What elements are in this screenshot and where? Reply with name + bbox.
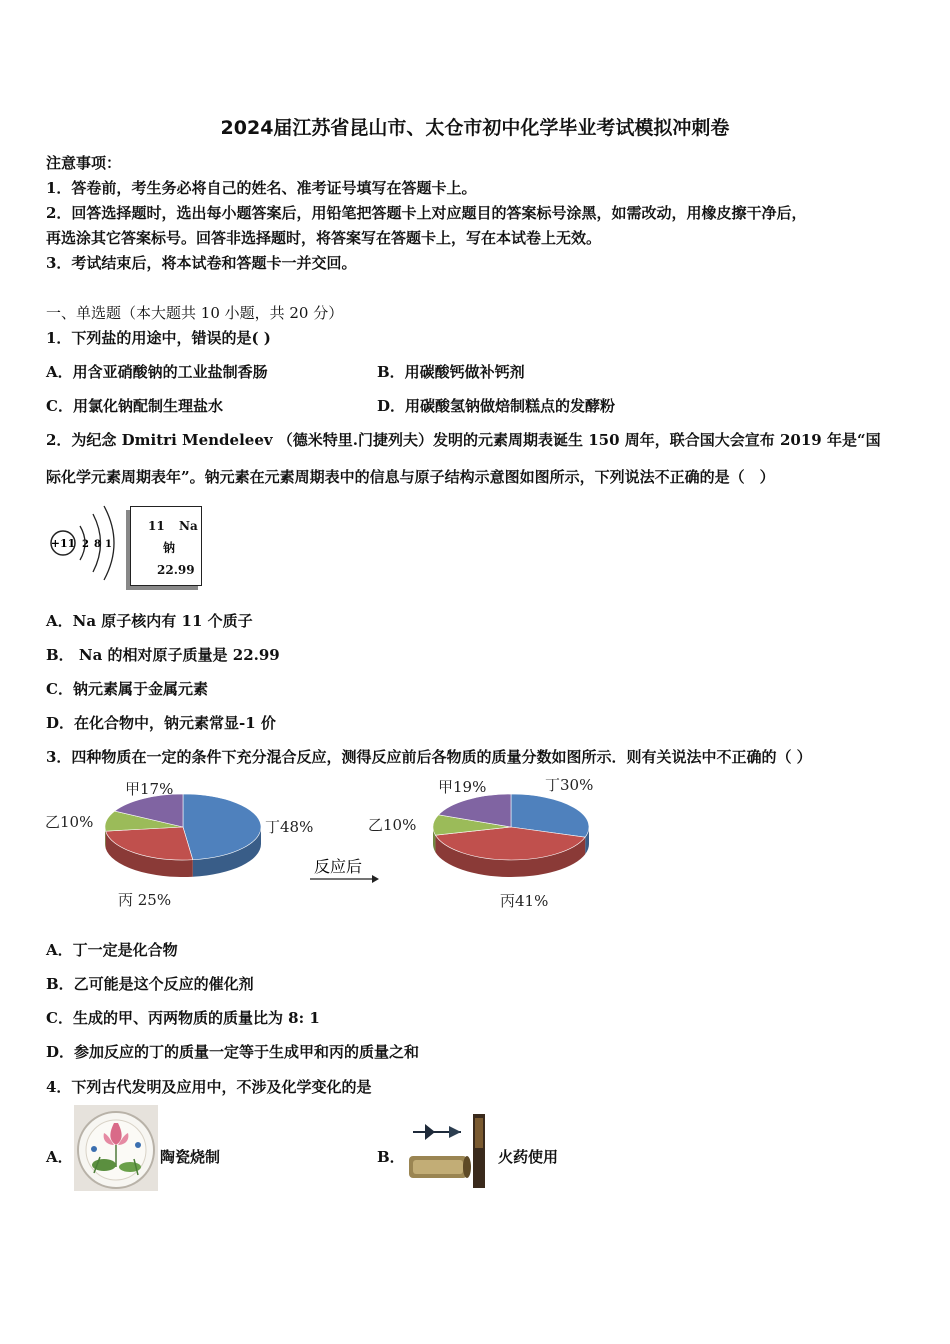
pie-label: 甲19% bbox=[438, 778, 487, 796]
q1-option-b[interactable]: B．用碳酸钙做补钙剂 bbox=[377, 363, 525, 381]
page-title: 2024届江苏省昆山市、太仓市初中化学毕业考试模拟冲刺卷 bbox=[220, 117, 730, 139]
notice-item: 3．考试结束后，将本试卷和答题卡一并交回。 bbox=[46, 254, 357, 272]
question-2-stem-cont: 际化学元素周期表年”。钠元素在元素周期表中的信息与原子结构示意图如图所示，下列说法不正确的是（ ） bbox=[46, 468, 775, 486]
pie-label: 乙10% bbox=[45, 813, 94, 831]
pie-label: 丙41% bbox=[500, 892, 549, 910]
notice-item: 再选涂其它答案标号。回答非选择题时，将答案写在答题卡上，写在本试卷上无效。 bbox=[46, 229, 602, 247]
atom-nucleus-label: +11 bbox=[50, 537, 76, 550]
q4-option-a-letter[interactable]: A． bbox=[46, 1148, 73, 1166]
q2-option-b[interactable]: B． Na 的相对原子质量是 22.99 bbox=[46, 646, 280, 664]
notice-heading: 注意事项： bbox=[46, 154, 122, 172]
atom-shell-label: 2 bbox=[82, 539, 89, 550]
section-heading: 一、单选题（本大题共 10 小题，共 20 分） bbox=[46, 304, 344, 322]
q1-option-c[interactable]: C．用氯化钠配制生理盐水 bbox=[46, 397, 223, 415]
gunpowder-artifacts-image bbox=[405, 1112, 495, 1192]
atom-shell-label: 1 bbox=[105, 539, 112, 550]
q3-option-d[interactable]: D．参加反应的丁的质量一定等于生成甲和丙的质量之和 bbox=[46, 1043, 420, 1061]
pie-label: 丁48% bbox=[265, 818, 314, 836]
q1-option-d[interactable]: D．用碳酸氢钠做焙制糕点的发酵粉 bbox=[377, 397, 616, 415]
pie-label: 丁30% bbox=[545, 776, 594, 794]
q2-option-d[interactable]: D．在化合物中，钠元素常显-1 价 bbox=[46, 714, 276, 732]
q1-option-a[interactable]: A．用含亚硝酸钠的工业盐制香肠 bbox=[46, 363, 268, 381]
sodium-element-card bbox=[130, 506, 202, 586]
element-mass: 22.99 bbox=[157, 563, 195, 577]
q2-option-c[interactable]: C．钠元素属于金属元素 bbox=[46, 680, 208, 698]
question-3-stem: 3．四种物质在一定的条件下充分混合反应，测得反应前后各物质的质量分数如图所示．则有关说法中不正确的（ ） bbox=[46, 748, 812, 766]
pie-label: 甲17% bbox=[125, 780, 174, 798]
question-1-stem: 1．下列盐的用途中，错误的是( ) bbox=[46, 329, 271, 347]
sodium-atom-structure-diagram bbox=[44, 500, 119, 586]
pie-charts bbox=[40, 772, 620, 918]
q4-option-b-letter[interactable]: B． bbox=[377, 1148, 405, 1166]
reaction-arrow-head bbox=[372, 875, 379, 883]
reaction-arrow-label: 反应后 bbox=[314, 857, 363, 876]
atom-shell-label: 8 bbox=[94, 539, 101, 550]
q2-option-a[interactable]: A．Na 原子核内有 11 个质子 bbox=[46, 612, 253, 630]
notice-item: 2．回答选择题时，选出每小题答案后，用铅笔把答题卡上对应题目的答案标号涂黑，如需改动，用橡皮擦干净后， bbox=[46, 204, 807, 222]
q3-option-c[interactable]: C．生成的甲、丙两物质的质量比为 8: 1 bbox=[46, 1009, 320, 1027]
q4-option-a-text[interactable]: 陶瓷烧制 bbox=[160, 1148, 221, 1166]
q4-option-b-text[interactable]: 火药使用 bbox=[498, 1148, 559, 1166]
element-symbol: Na bbox=[179, 519, 198, 533]
question-4-stem: 4．下列古代发明及应用中，不涉及化学变化的是 bbox=[46, 1078, 372, 1096]
q3-option-b[interactable]: B．乙可能是这个反应的催化剂 bbox=[46, 975, 254, 993]
pie-label: 丙 25% bbox=[118, 891, 172, 909]
notice-item: 1．答卷前，考生务必将自己的姓名、准考证号填写在答题卡上。 bbox=[46, 179, 477, 197]
element-name: 钠 bbox=[163, 541, 176, 555]
element-number: 11 bbox=[148, 519, 165, 533]
question-2-stem: 2．为纪念 Dmitri Mendeleev （德米特里.门捷列夫）发明的元素周期表诞生 150 周年，联合国大会宣布 2019 年是“国 bbox=[46, 431, 881, 449]
q3-option-a[interactable]: A．丁一定是化合物 bbox=[46, 941, 178, 959]
pie-label: 乙10% bbox=[368, 816, 417, 834]
ceramic-plate-image bbox=[74, 1105, 158, 1191]
